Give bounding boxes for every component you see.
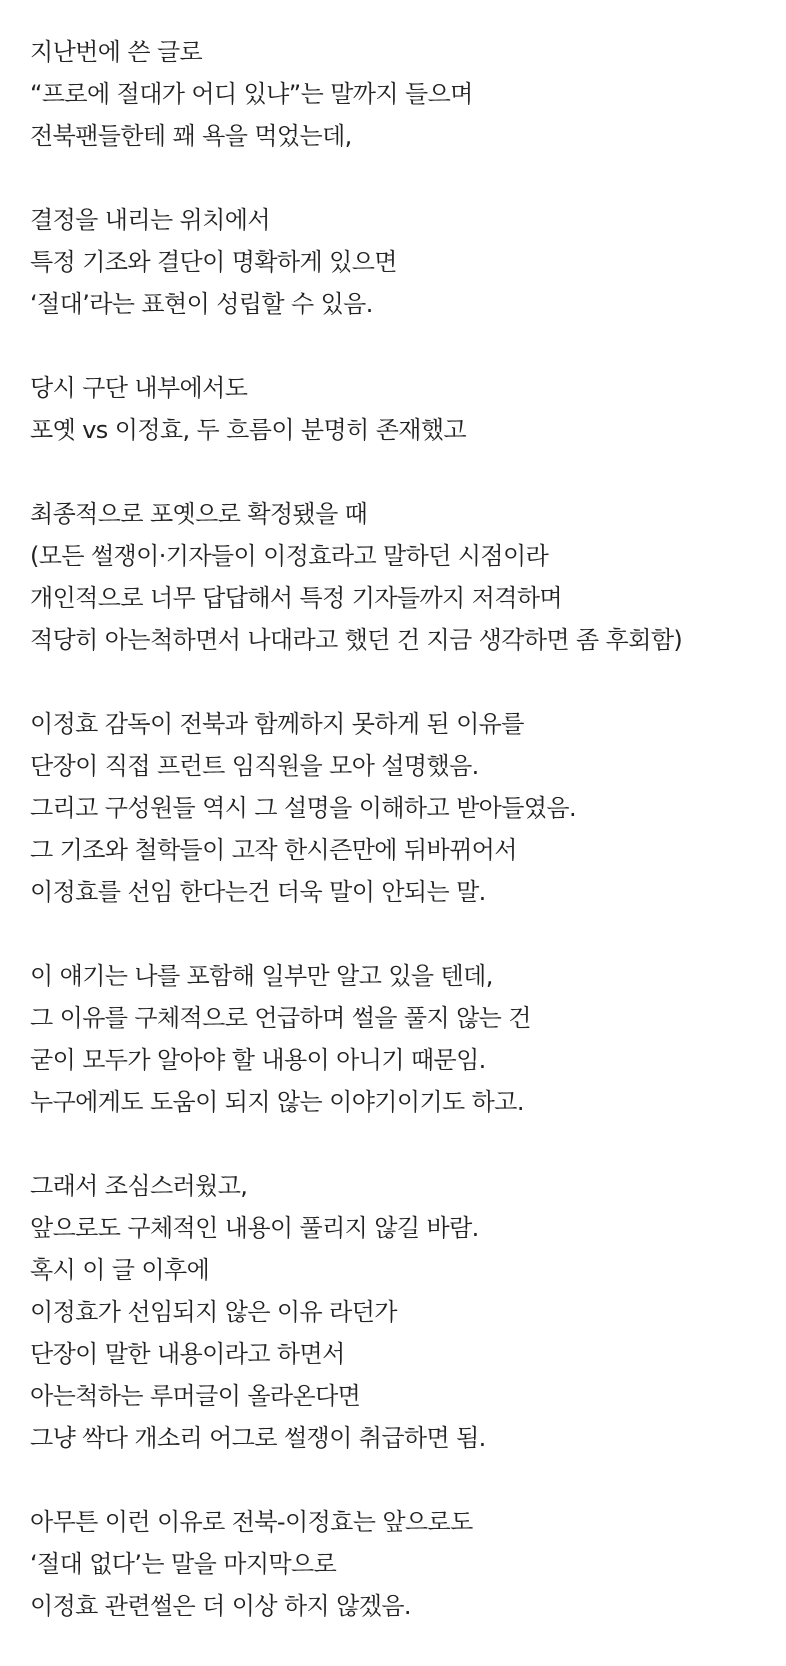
paragraph-2 (30, 199, 770, 325)
text-line: 단장이 직접 프런트 임직원을 모아 설명했음. (30, 752, 479, 780)
text-line: 아무튼 이런 이유로 전북-이정효는 앞으로도 (30, 1508, 473, 1536)
paragraph-6 (30, 955, 770, 1123)
paragraph-gap (30, 913, 770, 955)
text-line: 이 얘기는 나를 포함해 일부만 알고 있을 텐데, (30, 962, 493, 990)
text-line: 최종적으로 포옛으로 확정됐을 때 (30, 500, 368, 528)
text-line: 그 이유를 구체적으로 언급하며 썰을 풀지 않는 건 (30, 1004, 531, 1032)
text-line: 포옛 vs 이정효, 두 흐름이 분명히 존재했고 (30, 416, 467, 444)
paragraph-7 (30, 1165, 770, 1459)
text-line: 앞으로도 구체적인 내용이 풀리지 않길 바람. (30, 1214, 479, 1242)
text-line: 지난번에 쓴 글로 (30, 38, 203, 66)
text-line: 이정효가 선임되지 않은 이유 라던가 (30, 1298, 397, 1326)
paragraph-gap (30, 325, 770, 367)
text-line: 굳이 모두가 알아야 할 내용이 아니기 때문임. (30, 1046, 486, 1074)
text-line: 그냥 싹다 개소리 어그로 썰쟁이 취급하면 됨. (30, 1424, 486, 1452)
text-line: 당시 구단 내부에서도 (30, 374, 248, 402)
text-line: 적당히 아는척하면서 나대라고 했던 건 지금 생각하면 좀 후회함) (30, 626, 683, 654)
paragraph-5 (30, 703, 770, 913)
text-line: 단장이 말한 내용이라고 하면서 (30, 1340, 345, 1368)
text-line: 누구에게도 도움이 되지 않는 이야기이기도 하고. (30, 1088, 524, 1116)
paragraph-8 (30, 1501, 770, 1627)
paragraph-gap (30, 157, 770, 199)
text-line: 이정효 관련썰은 더 이상 하지 않겠음. (30, 1592, 411, 1620)
text-line: 특정 기조와 결단이 명확하게 있으면 (30, 248, 397, 276)
text-line: ‘절대’라는 표현이 성립할 수 있음. (30, 290, 373, 318)
text-line: 그리고 구성원들 역시 그 설명을 이해하고 받아들였음. (30, 794, 577, 822)
text-line: 아는척하는 루머글이 올라온다면 (30, 1382, 361, 1410)
post-body (30, 31, 770, 1627)
text-line: 그 기조와 철학들이 고작 한시즌만에 뒤바뀌어서 (30, 836, 517, 864)
text-line: 그래서 조심스러웠고, (30, 1172, 248, 1200)
text-line: ‘절대 없다’는 말을 마지막으로 (30, 1550, 337, 1578)
paragraph-gap (30, 1123, 770, 1165)
paragraph-gap (30, 661, 770, 703)
text-line: (모든 썰쟁이·기자들이 이정효라고 말하던 시점이라 (30, 542, 549, 570)
text-line: “프로에 절대가 어디 있냐”는 말까지 들으며 (30, 80, 473, 108)
text-line: 결정을 내리는 위치에서 (30, 206, 270, 234)
text-line: 혹시 이 글 이후에 (30, 1256, 210, 1284)
text-line: 개인적으로 너무 답답해서 특정 기자들까지 저격하며 (30, 584, 562, 612)
paragraph-4 (30, 493, 770, 661)
text-line: 전북팬들한테 꽤 욕을 먹었는데, (30, 122, 352, 150)
paragraph-gap (30, 1459, 770, 1501)
text-line: 이정효를 선임 한다는건 더욱 말이 안되는 말. (30, 878, 486, 906)
paragraph-3 (30, 367, 770, 451)
paragraph-1 (30, 31, 770, 157)
paragraph-gap (30, 451, 770, 493)
text-line: 이정효 감독이 전북과 함께하지 못하게 된 이유를 (30, 710, 524, 738)
